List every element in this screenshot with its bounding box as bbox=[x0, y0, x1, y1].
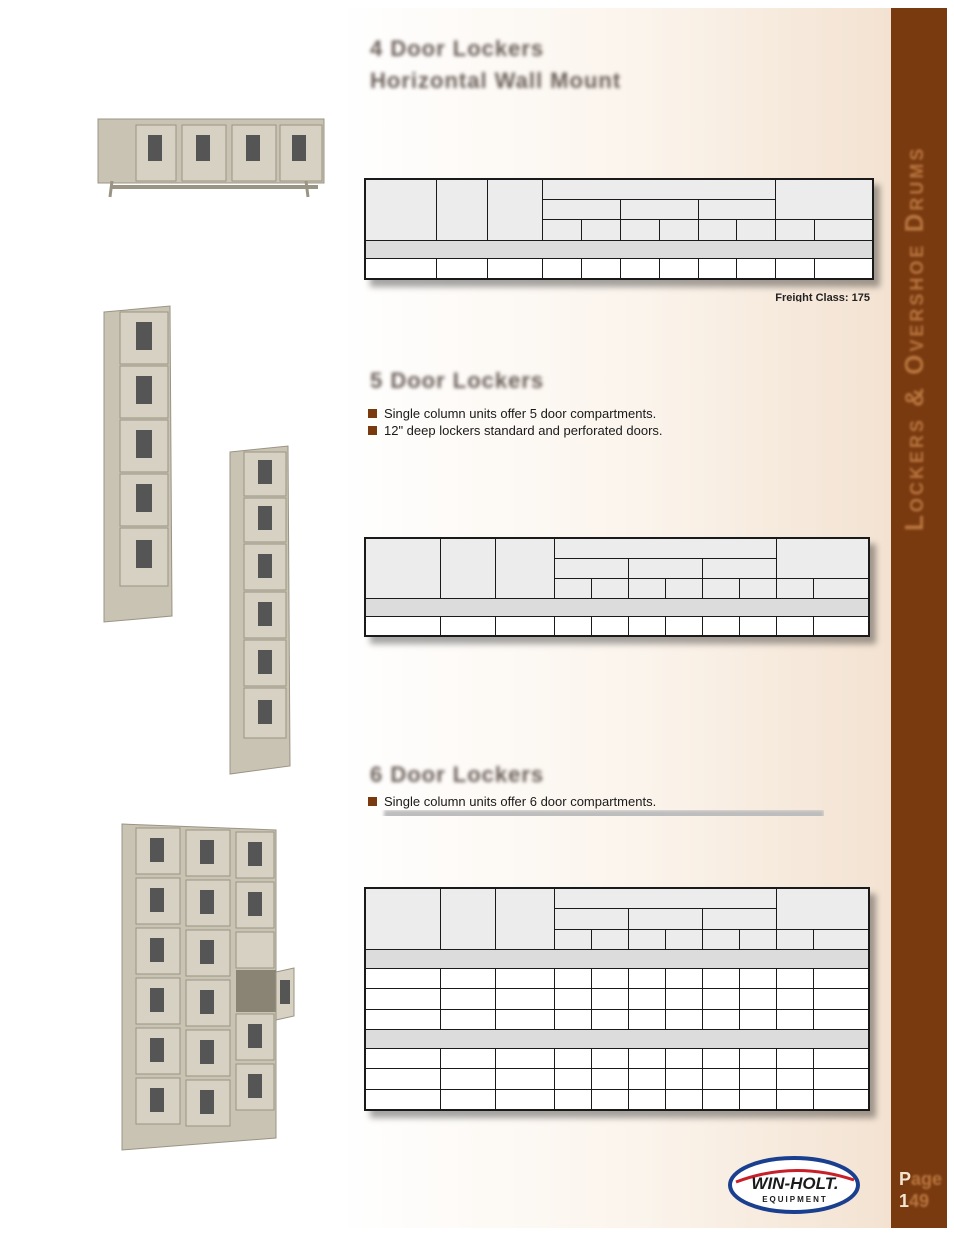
side-tab-title: Lockers & Overshoe Drums bbox=[899, 145, 929, 531]
svg-text:WIN-HOLT.: WIN-HOLT. bbox=[751, 1174, 839, 1193]
locker-bank-image bbox=[118, 820, 300, 1156]
bullet-text: 12" deep lockers standard and perforated doors. bbox=[384, 423, 663, 438]
six-door-locker-image bbox=[226, 444, 294, 776]
win-holt-logo bbox=[728, 1156, 862, 1214]
bullet-text: Single column units offer 6 door compartments. bbox=[384, 794, 657, 809]
wall-mount-locker-image bbox=[96, 117, 328, 201]
bullet-text: Single column units offer 5 door compartments. bbox=[384, 406, 657, 421]
section3-bullets bbox=[368, 793, 824, 816]
page-number: Page 149 bbox=[899, 1169, 943, 1211]
side-tab bbox=[891, 8, 947, 1228]
section-title-6-door: 6 Door Lockers bbox=[370, 762, 545, 787]
section-title-4-door: 4 Door Lockers Horizontal Wall Mount bbox=[370, 36, 622, 93]
section-title-5-door: 5 Door Lockers bbox=[370, 368, 545, 393]
spec-table-4-door bbox=[364, 178, 874, 280]
section2-bullets bbox=[368, 405, 663, 439]
spec-table-5-door bbox=[364, 537, 870, 637]
spec-table-6-door bbox=[364, 887, 870, 1111]
freight-class-note: Freight Class: 175 bbox=[775, 292, 870, 302]
svg-text:EQUIPMENT: EQUIPMENT bbox=[762, 1195, 828, 1204]
five-door-locker-image bbox=[100, 304, 176, 624]
